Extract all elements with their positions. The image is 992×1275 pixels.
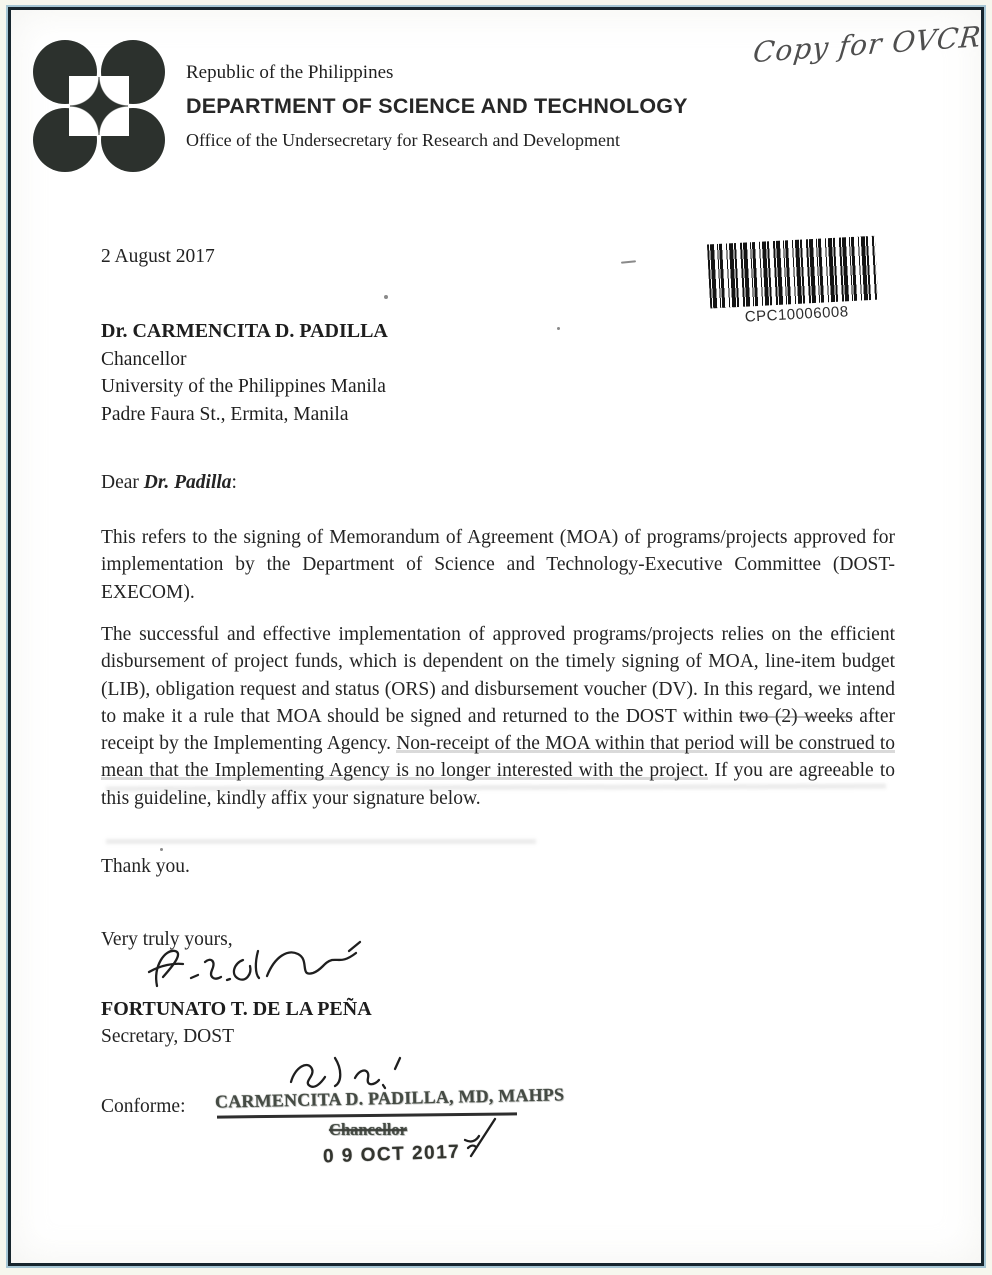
conforme-stamp-title: Chancellor xyxy=(329,1120,407,1139)
letter-page xyxy=(8,7,984,1266)
paragraph-1: This refers to the signing of Memorandum of Agreement (MOA) of programs/projects approved for implementation by the Department of Science and Technology-Executive Committee (DOST-EXECOM). xyxy=(101,527,895,603)
logo-center-square xyxy=(70,77,128,135)
salutation-punctuation: : xyxy=(231,472,237,493)
barcode-label: CPC10006008 xyxy=(744,303,850,326)
paragraph-2-smudged-phrase: two (2) weeks xyxy=(739,705,853,727)
signer-name: FORTUNATO T. DE LA PEÑA xyxy=(101,998,372,1020)
recipient-block xyxy=(101,318,388,428)
barcode xyxy=(707,236,883,328)
salutation xyxy=(101,472,237,494)
signer-title: Secretary, DOST xyxy=(101,1026,235,1047)
salutation-prefix: Dear xyxy=(101,472,144,493)
scan-artifact xyxy=(160,848,163,851)
barcode-bars-icon xyxy=(707,236,878,309)
conforme-stamp-name: CARMENCITA D. PADILLA, MD, MAHPS xyxy=(214,1084,565,1112)
recipient-organization: University of the Philippines Manila xyxy=(101,376,386,397)
letterhead-department: DEPARTMENT OF SCIENCE AND TECHNOLOGY xyxy=(186,94,688,118)
letter-date: 2 August 2017 xyxy=(101,246,215,267)
recipient-address: Padre Faura St., Ermita, Manila xyxy=(101,403,349,425)
salutation-name: Dr. Padilla xyxy=(143,472,232,493)
letterhead-country: Republic of the Philippines xyxy=(186,62,394,83)
scan-artifact xyxy=(106,839,536,844)
conforme-label: Conforme: xyxy=(101,1096,186,1117)
scan-artifact xyxy=(621,260,636,264)
paragraph-2-text: The successful and effective implementation of approved programs/projects relies on the efficient disbursement of project funds, which is dependent on the timely signing of MOA, line-item budget (LIB), obligation request and status (ORS) and disbursement voucher (DV). In this regard, we intend to make it a rule that MOA should be signed and returned to the DOST within xyxy=(101,624,895,727)
scan-artifact xyxy=(557,327,560,330)
scan-artifact xyxy=(384,295,388,299)
paragraph-2-text: after receipt by the Implementing Agency. xyxy=(101,705,895,755)
dost-logo-icon xyxy=(33,40,165,172)
handwritten-note: Copy for OVCR xyxy=(751,19,984,70)
secretary-signature xyxy=(143,938,375,998)
received-date-stamp: 0 9 OCT 2017 xyxy=(322,1141,461,1168)
check-scribble-icon xyxy=(459,1114,501,1162)
letterhead-office: Office of the Undersecretary for Research and Development xyxy=(186,130,620,150)
recipient-title: Chancellor xyxy=(101,348,187,370)
paragraph-2-text: If you are agreeable to this guideline, kindly affix your signature below. xyxy=(101,760,895,809)
recipient-name: Dr. CARMENCITA D. PADILLA xyxy=(101,320,388,342)
paragraph-2-underlined-sentence: Non-receipt of the MOA within that period will be construed to mean that the Implementing Agency is no longer interested with the project. xyxy=(101,733,895,782)
thanks-line: Thank you. xyxy=(101,856,190,877)
closing-line: Very truly yours, xyxy=(101,929,233,950)
